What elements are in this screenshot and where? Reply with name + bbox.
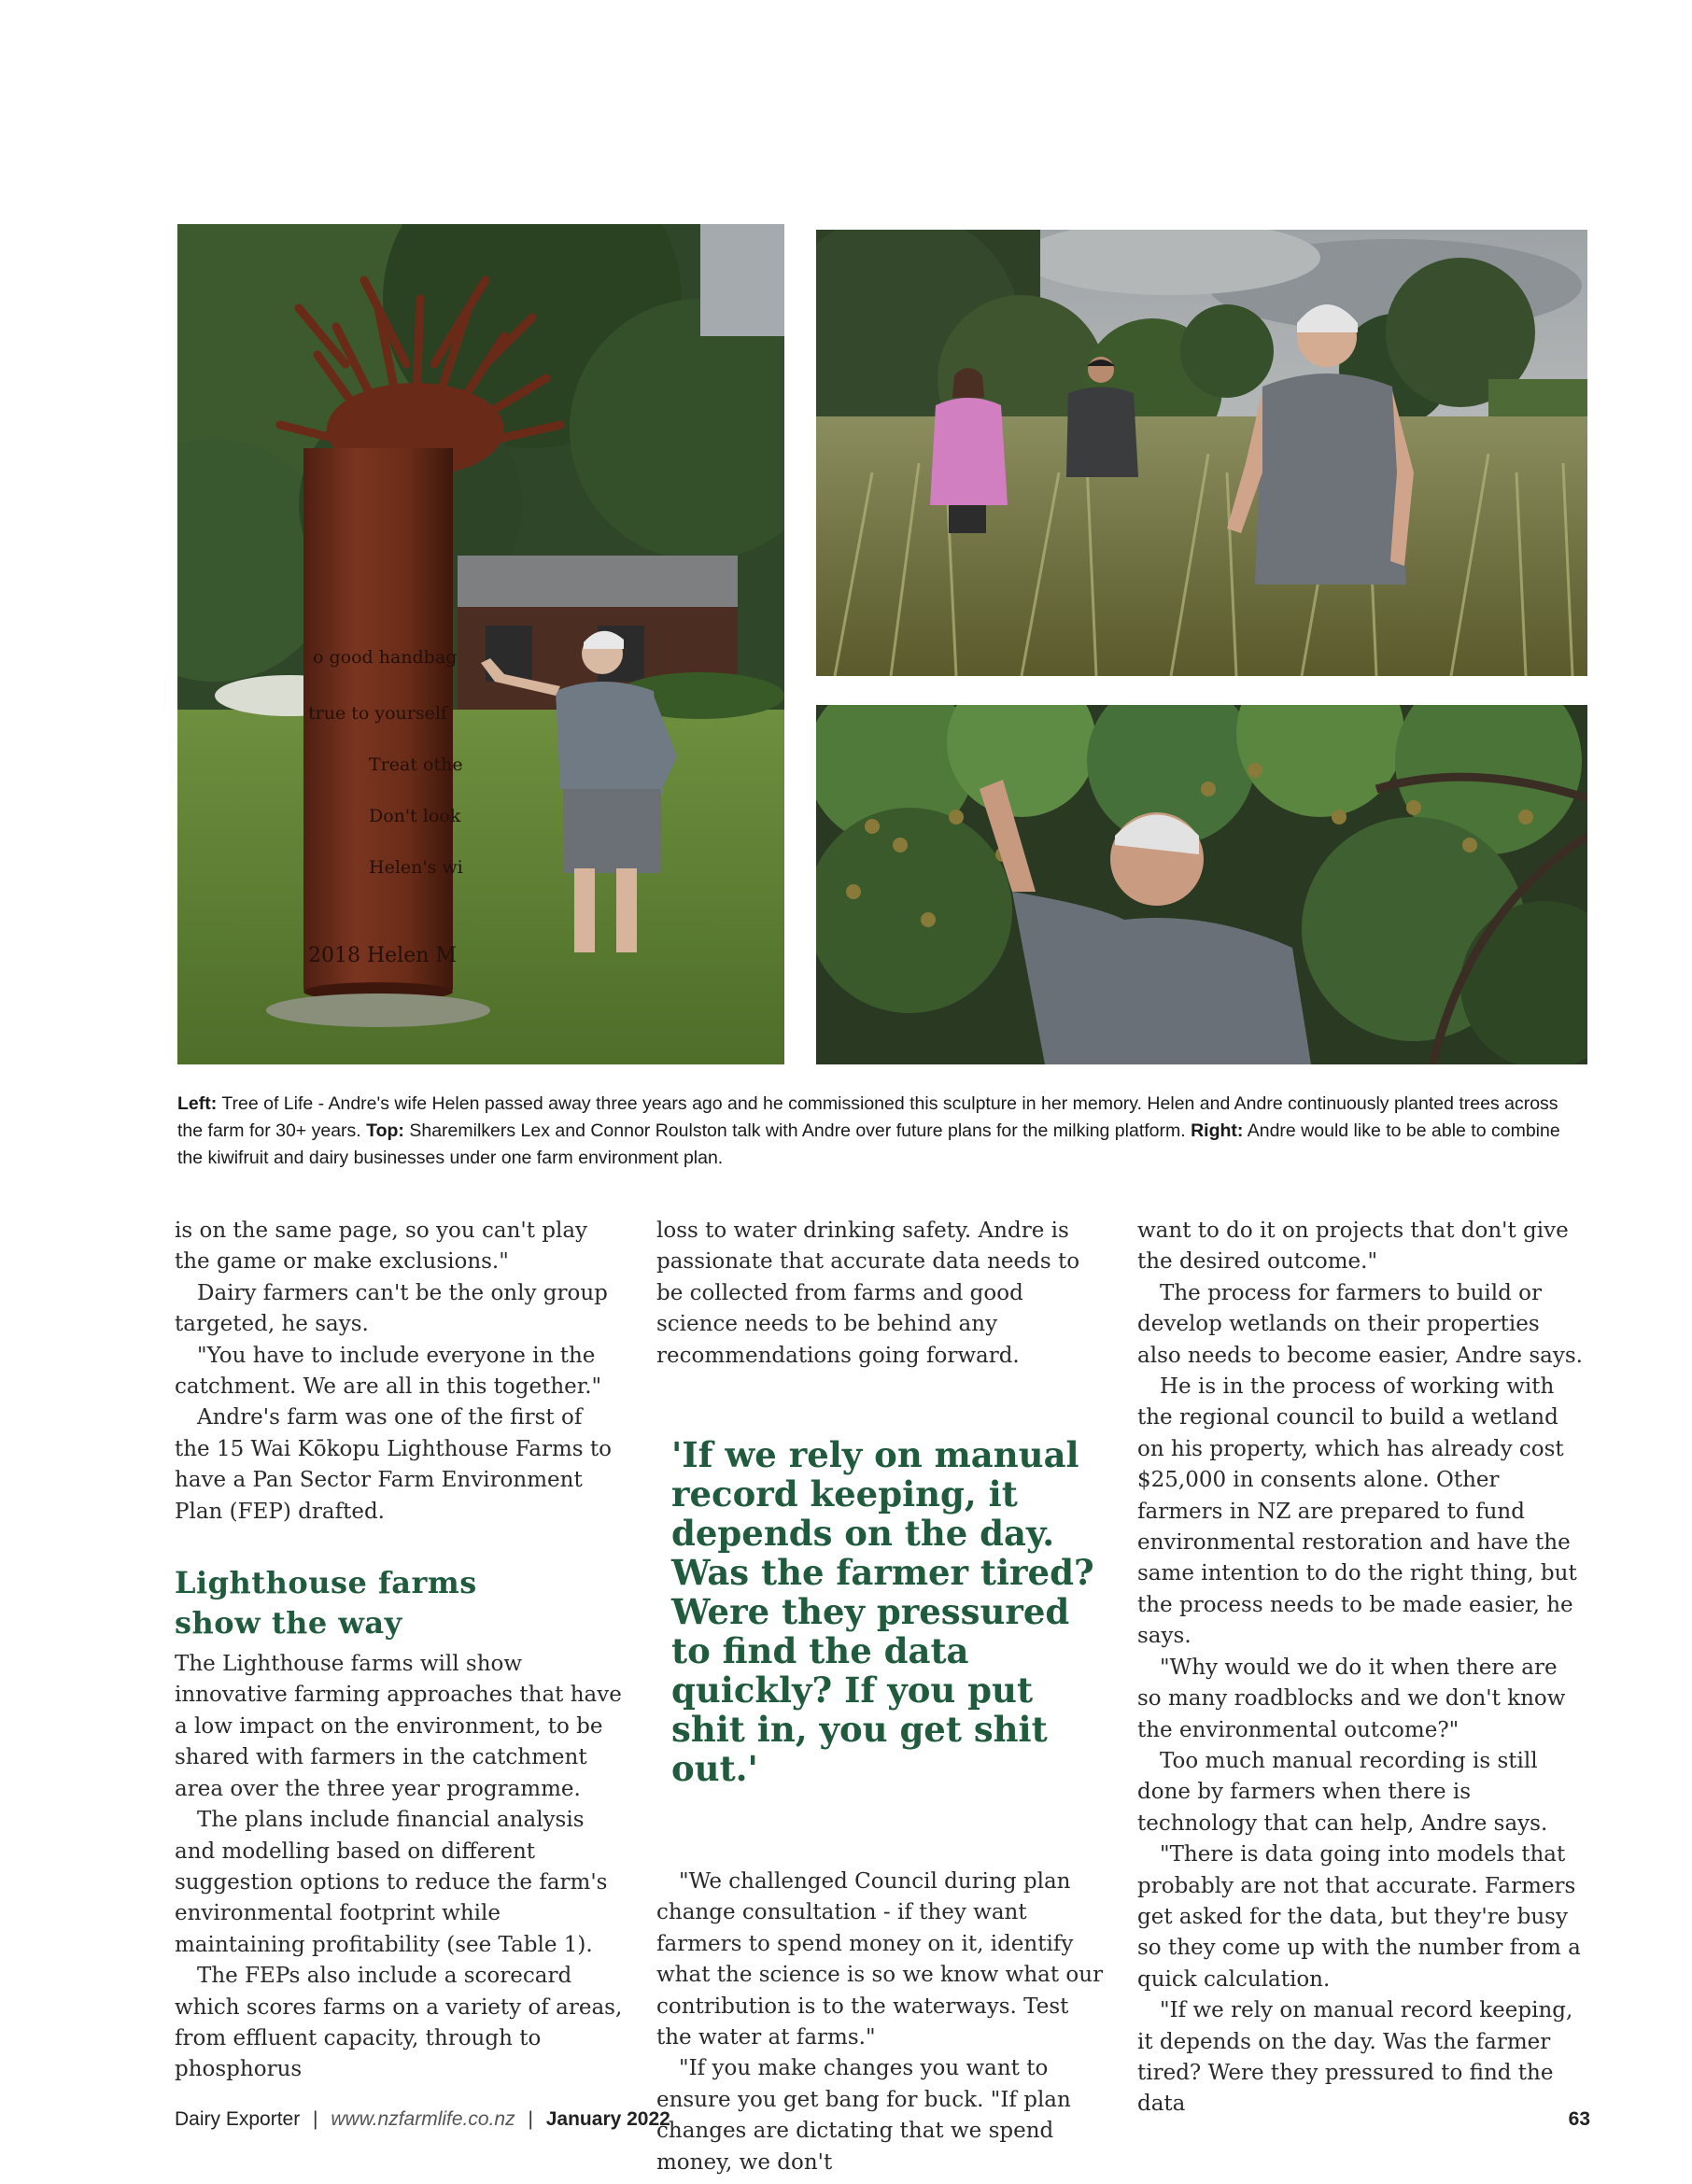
- paragraph: "If we rely on manual record keeping, it depends on the day. Was the farmer tired? Were they pressured to find the data: [1137, 1998, 1573, 2117]
- sculpture-text-1: o good handbag: [313, 647, 458, 668]
- caption-top-text: Sharemilkers Lex and Connor Roulston talk with Andre over future plans for the milking platform.: [403, 1120, 1191, 1141]
- paragraph: Andre's farm was one of the first of the 15 Wai Kōkopu Lighthouse Farms to have a Pan Sector Farm Environment Plan (FEP) drafted.: [175, 1405, 612, 1524]
- sculpture-text-2: true to yourself: [308, 703, 447, 724]
- sculpture-text-3: Treat othe: [369, 754, 463, 775]
- publication-name: Dairy Exporter: [175, 2108, 301, 2130]
- paragraph: loss to water drinking safety. Andre is passionate that accurate data needs to be collected from farms and good science needs to be behind any recommendations going forward.: [656, 1219, 1080, 1368]
- caption-right-text: Andre would like to be able to combine the kiwifruit and dairy businesses under one farm environment plan.: [177, 1120, 1560, 1168]
- paragraph: The FEPs also include a scorecard which scores farms on a variety of areas, from effluent capacity, through to phosphorus: [175, 1964, 623, 2082]
- photo-sharemilkers-image: [816, 230, 1587, 676]
- article-column-2: [656, 1216, 1105, 2178]
- section-heading-line-2: show the way: [175, 1605, 402, 1642]
- paragraph: The process for farmers to build or develop wetlands on their properties also needs to become easier, Andre says.: [1137, 1280, 1583, 1368]
- photo-kiwifruit-image: [816, 705, 1587, 1064]
- photo-kiwifruit: [816, 705, 1587, 1064]
- paragraph: "We challenged Council during plan change consultation - if they want farmers to spend money on it, identify what the science is so we know what our contribution is to the waterways. Test the water at farms.": [656, 1869, 1104, 2050]
- photo-caption: [177, 1091, 1587, 1172]
- section-heading-line-1: Lighthouse farms: [175, 1565, 477, 1601]
- sculpture-text-5: Helen's wi: [369, 857, 463, 878]
- sculpture-text-4: Don't look: [369, 806, 461, 826]
- paragraph: "If you make changes you want to ensure you get bang for buck. "If plan changes are dictating that we spend money, we don't: [656, 2056, 1071, 2175]
- photo-tree-of-life: [177, 224, 784, 1064]
- page-number: 63: [1568, 2108, 1590, 2130]
- article-column-3: [1137, 1216, 1586, 2121]
- section-heading: [175, 1563, 623, 1643]
- footer-separator: |: [313, 2108, 318, 2130]
- paragraph: He is in the process of working with the regional council to build a wetland on his property, which has already cost $25,000 in consents alone. Other farmers in NZ are prepared to fund environmental restoration and have the same intention to do the right thing, but the process needs to be made easier, he says.: [1137, 1374, 1577, 1649]
- article-column-1: [175, 1216, 623, 2086]
- website-link[interactable]: www.nzfarmlife.co.nz: [331, 2108, 515, 2130]
- paragraph: The Lighthouse farms will show innovative farming approaches that have a low impact on the environment, to be shared with farmers in the catchment area over the three year programme.: [175, 1652, 622, 1801]
- footer-separator: |: [528, 2108, 533, 2130]
- paragraph: is on the same page, so you can't play the game or make exclusions.": [175, 1219, 588, 1275]
- paragraph: Too much manual recording is still done by farmers when there is technology that can help, Andre says.: [1137, 1748, 1548, 1836]
- paragraph: "You have to include everyone in the catchment. We are all in this together.": [175, 1343, 602, 1400]
- issue-date: January 2022: [545, 2108, 670, 2130]
- paragraph: "There is data going into models that probably are not that accurate. Farmers get asked for the data, but they're busy so they come up with the number from a quick calculation.: [1137, 1842, 1581, 1992]
- photo-sharemilkers: [816, 230, 1587, 676]
- caption-top-label: Top:: [366, 1120, 404, 1141]
- paragraph: want to do it on projects that don't give the desired outcome.": [1137, 1219, 1569, 1275]
- paragraph: "Why would we do it when there are so many roadblocks and we don't know the environmental outcome?": [1137, 1655, 1566, 1742]
- caption-left-text: Tree of Life - Andre's wife Helen passed away three years ago and he commissioned this sculpture in her memory. Helen and Andre continuously planted trees across the farm for 30+ years.: [177, 1093, 1558, 1141]
- paragraph: The plans include financial analysis and modelling based on different suggestion options to reduce the farm's environmental footprint while maintaining profitability (see Table 1).: [175, 1808, 608, 1957]
- sculpture-text-6: 2018 Helen M: [308, 944, 457, 967]
- pull-quote: 'If we rely on manual record keeping, it depends on the day. Was the farmer tired? Were they pressured to find the data quickly? If you put shit in, you get shit out.': [671, 1434, 1094, 1790]
- photo-tree-of-life-image: [177, 224, 784, 1064]
- page-footer: [175, 2108, 1590, 2136]
- caption-right-label: Right:: [1191, 1120, 1244, 1141]
- caption-left-label: Left:: [177, 1093, 218, 1114]
- paragraph: Dairy farmers can't be the only group targeted, he says.: [175, 1280, 608, 1337]
